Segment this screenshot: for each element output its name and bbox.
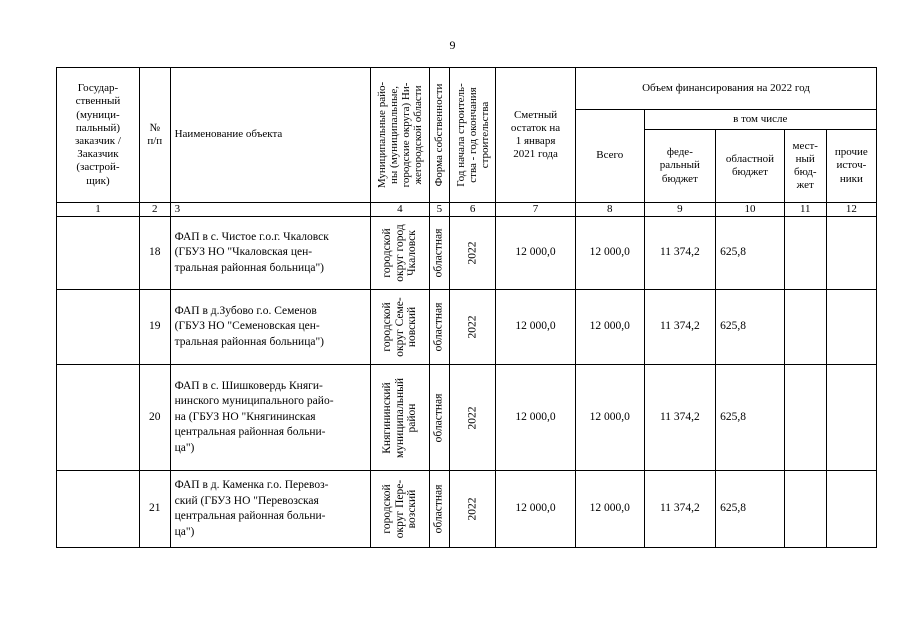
- row-total: 12 000,0: [575, 365, 644, 471]
- row-local: [784, 290, 826, 365]
- row-customer: [57, 365, 140, 471]
- row-local: [784, 217, 826, 290]
- column-number: 7: [496, 203, 576, 217]
- page-number: 9: [449, 38, 456, 52]
- column-number: 1: [57, 203, 140, 217]
- row-year: [450, 471, 496, 548]
- row-ownership: [429, 471, 449, 548]
- table-row: [57, 365, 877, 471]
- row-ownership-text: областная: [432, 484, 445, 534]
- header-other: прочие источ- ники: [826, 130, 876, 203]
- row-total: 12 000,0: [575, 217, 644, 290]
- row-object-name: ФАП в д. Каменка г.о. Перевоз- ский (ГБУЗ НО "Перевозская центральная районная больни- ца"): [170, 471, 371, 548]
- header-estimate: Сметный остаток на 1 января 2021 года: [496, 68, 576, 203]
- row-other: [826, 471, 876, 548]
- row-federal: 11 374,2: [644, 290, 716, 365]
- row-other: [826, 290, 876, 365]
- row-year: [450, 217, 496, 290]
- header-years-text: Год начала строитель- ства - год окончания строительства: [454, 83, 491, 187]
- row-municipality-text: Княгининский муниципальный район: [380, 377, 419, 458]
- row-municipality-text: городской округ Семе- новский: [380, 297, 419, 357]
- row-estimate: 12 000,0: [496, 365, 576, 471]
- row-other: [826, 217, 876, 290]
- column-number: 2: [139, 203, 170, 217]
- row-year: [450, 290, 496, 365]
- row-num: 21: [139, 471, 170, 548]
- row-regional: 625,8: [716, 365, 785, 471]
- column-number: 6: [450, 203, 496, 217]
- financing-table: [56, 67, 877, 548]
- row-year-text: 2022: [466, 406, 479, 430]
- row-estimate: 12 000,0: [496, 290, 576, 365]
- table-row: [57, 471, 877, 548]
- row-ownership-text: областная: [432, 302, 445, 352]
- column-number: 10: [716, 203, 785, 217]
- row-municipality: [371, 290, 429, 365]
- row-year-text: 2022: [466, 497, 479, 521]
- header-municipality: [371, 68, 429, 203]
- row-regional: 625,8: [716, 290, 785, 365]
- row-customer: [57, 217, 140, 290]
- header-row-1: [57, 68, 877, 110]
- row-customer: [57, 290, 140, 365]
- header-including: в том числе: [644, 110, 876, 130]
- row-federal: 11 374,2: [644, 365, 716, 471]
- row-regional: 625,8: [716, 217, 785, 290]
- column-number: 12: [826, 203, 876, 217]
- header-years: [450, 68, 496, 203]
- column-number: 5: [429, 203, 449, 217]
- row-object-name: ФАП в с. Чистое г.о.г. Чкаловск (ГБУЗ НО "Чкаловская цен- тральная районная больница"): [170, 217, 371, 290]
- row-federal: 11 374,2: [644, 217, 716, 290]
- header-object-name: Наименование объекта: [170, 68, 371, 203]
- row-customer: [57, 471, 140, 548]
- column-number: 11: [784, 203, 826, 217]
- column-number: 3: [170, 203, 371, 217]
- row-municipality: [371, 365, 429, 471]
- row-municipality-text: городской округ Пере- возский: [380, 480, 419, 539]
- row-municipality: [371, 471, 429, 548]
- header-customer: Государ- ственный (муници- пальный) заказчик / Заказчик (застрой- щик): [57, 68, 140, 203]
- column-number: 9: [644, 203, 716, 217]
- row-estimate: 12 000,0: [496, 217, 576, 290]
- header-regional: областной бюджет: [716, 130, 785, 203]
- row-ownership: [429, 365, 449, 471]
- row-year: [450, 365, 496, 471]
- row-total: 12 000,0: [575, 290, 644, 365]
- column-number: 4: [371, 203, 429, 217]
- row-ownership: [429, 290, 449, 365]
- column-number: 8: [575, 203, 644, 217]
- row-num: 20: [139, 365, 170, 471]
- row-total: 12 000,0: [575, 471, 644, 548]
- row-year-text: 2022: [466, 315, 479, 339]
- row-year-text: 2022: [466, 241, 479, 265]
- header-financing: Объем финансирования на 2022 год: [575, 68, 876, 110]
- row-object-name: ФАП в с. Шишковердь Княги- нинского муниципального райо- на (ГБУЗ НО "Княгининская центральная районная больни- ца"): [170, 365, 371, 471]
- row-object-name: ФАП в д.Зубово г.о. Семенов (ГБУЗ НО "Семеновская цен- тральная районная больница"): [170, 290, 371, 365]
- row-ownership-text: областная: [432, 228, 445, 278]
- row-ownership-text: областная: [432, 393, 445, 443]
- row-estimate: 12 000,0: [496, 471, 576, 548]
- header-federal: феде- ральный бюджет: [644, 130, 716, 203]
- row-local: [784, 471, 826, 548]
- row-regional: 625,8: [716, 471, 785, 548]
- row-federal: 11 374,2: [644, 471, 716, 548]
- header-num: № п/п: [139, 68, 170, 203]
- header-ownership: [429, 68, 449, 203]
- header-municipality-text: Муниципальные райо- ны (муниципальные, городские округа) Ни- жегородской области: [375, 81, 424, 189]
- row-municipality-text: городской округ город Чкаловск: [380, 224, 419, 282]
- table-row: [57, 290, 877, 365]
- row-num: 18: [139, 217, 170, 290]
- row-num: 19: [139, 290, 170, 365]
- row-ownership: [429, 217, 449, 290]
- header-local: мест- ный бюд- жет: [784, 130, 826, 203]
- row-local: [784, 365, 826, 471]
- header-ownership-text: Форма собственности: [433, 83, 446, 187]
- row-other: [826, 365, 876, 471]
- header-total: Всего: [575, 110, 644, 203]
- table-row: [57, 217, 877, 290]
- column-numbers-row: [57, 203, 877, 217]
- row-municipality: [371, 217, 429, 290]
